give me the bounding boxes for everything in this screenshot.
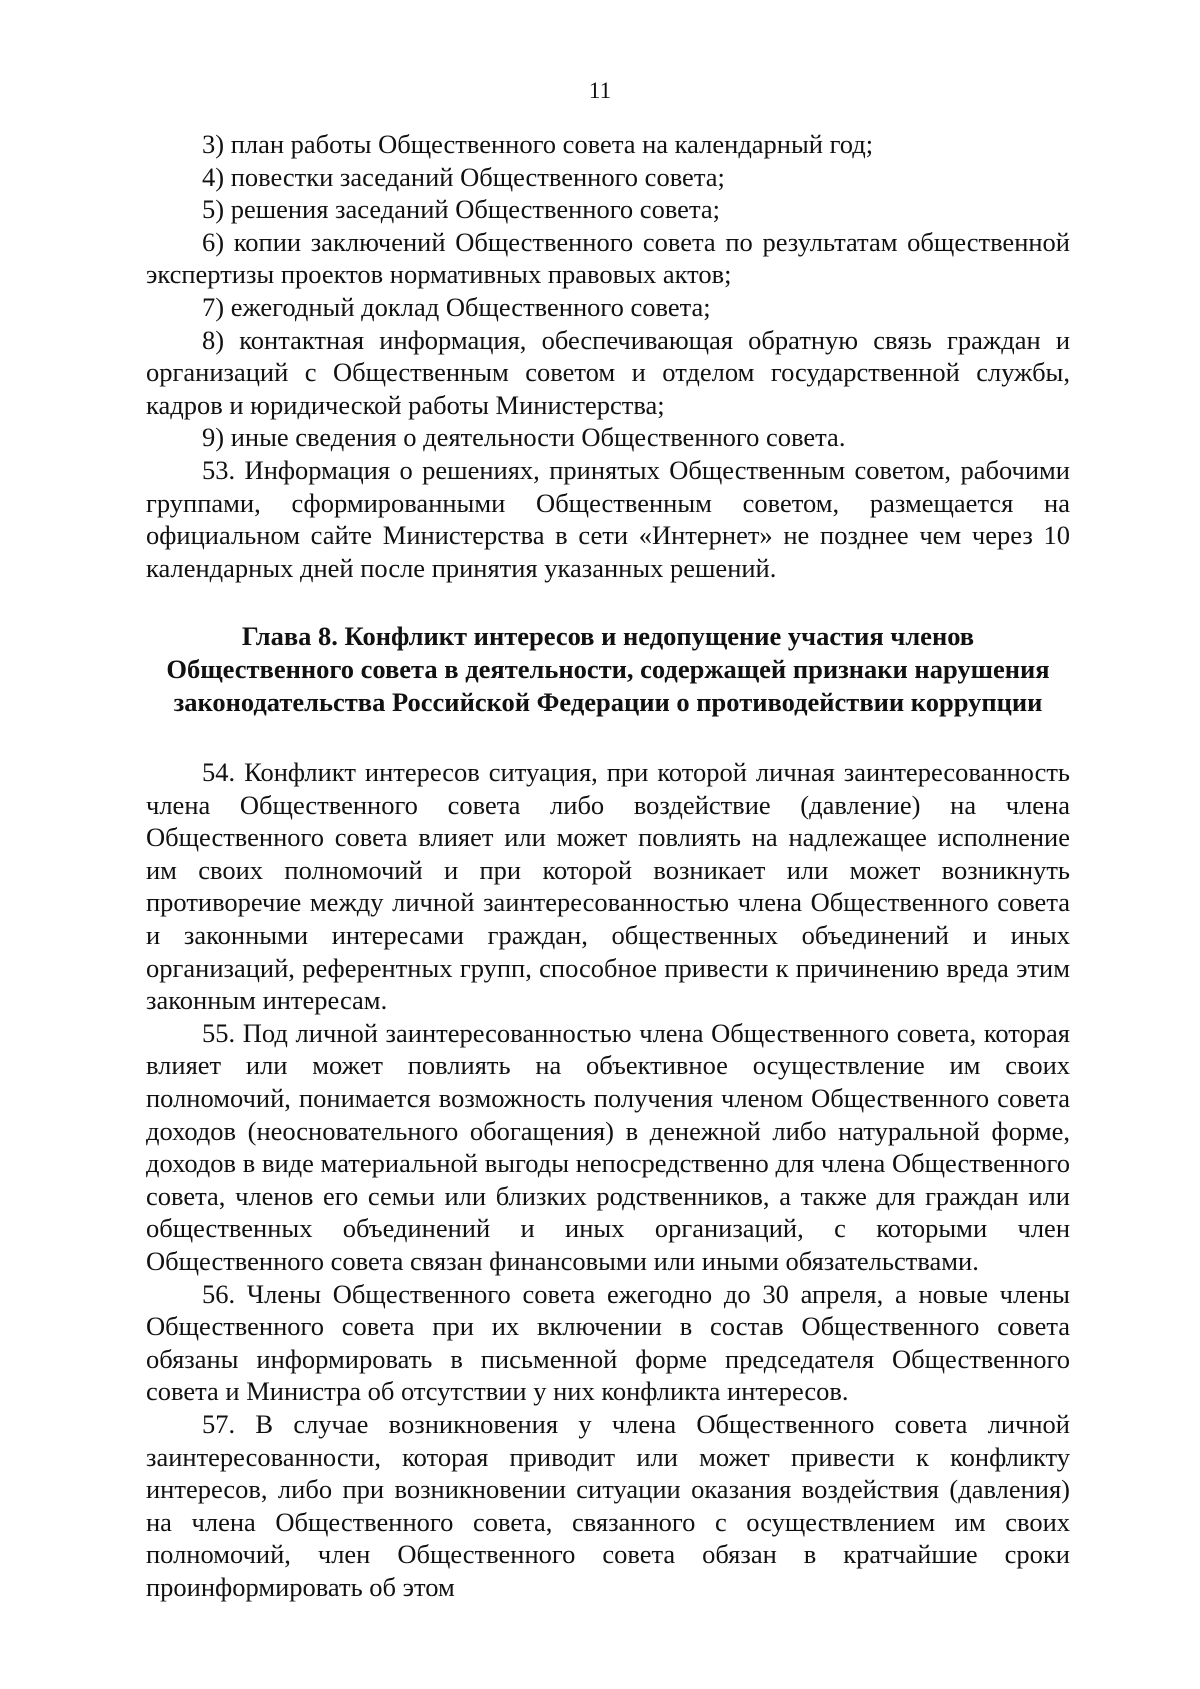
- list-item-8: 8) контактная информация, обеспечивающая обратную связь граждан и организаций с Общественным советом и отделом государственной службы, кадров и юридической работы Министерства;: [146, 324, 1070, 420]
- paragraph-57: 57. В случае возникновения у члена Общественного совета личной заинтересованности, которая приводит или может привести к конфликту интересов, либо при возникновении ситуации оказания воздействия (давления) на члена Общественного совета, связанного с осуществлением им своих полномочий, член Общественного совета обязан в кратчайшие сроки проинформировать об этом: [146, 1408, 1070, 1602]
- paragraph-53: 53. Информация о решениях, принятых Общественным советом, рабочими группами, сформированными Общественным советом, размещается на официальном сайте Министерства в сети «Интернет» не позднее чем через 10 календарных дней после принятия указанных решений.: [146, 454, 1070, 583]
- list-item-5: 5) решения заседаний Общественного совета;: [202, 194, 720, 225]
- list-item-3: 3) план работы Общественного совета на календарный год;: [202, 129, 874, 159]
- list-item-7: 7) ежегодный доклад Общественного совета;: [202, 291, 711, 322]
- paragraph-54: 54. Конфликт интересов ситуация, при которой личная заинтересованность члена Общественного совета либо воздействие (давление) на члена Общественного совета влияет или может повлиять на надлежащее исполнение им своих полномочий и при которой возникает или может возникнуть противоречие между личной заинтересованностью члена Общественного совета и законными интересами граждан, общественных объединений и иных организаций, референтных групп, способное привести к причинению вреда этим законным интересам.: [146, 757, 1070, 1016]
- paragraph-56: 56. Члены Общественного совета ежегодно до 30 апреля, а новые члены Общественного совета при их включении в состав Общественного совета обязаны информировать в письменной форме председателя Общественного совета и Министра об отсутствии у них конфликта интересов.: [146, 1278, 1070, 1407]
- list-item-6: 6) копии заключений Общественного совета по результатам общественной экспертизы проектов нормативных правовых актов;: [146, 226, 1070, 290]
- paragraph-55: 55. Под личной заинтересованностью члена Общественного совета, которая влияет или может повлиять на объективное осуществление им своих полномочий, понимается возможность получения членом Общественного совета доходов (неосновательного обогащения) в денежной либо натуральной форме, доходов в виде материальной выгоды непосредственно для члена Общественного совета, членов его семьи или близких родственников, а также для граждан или общественных объединений и иных организаций, с которыми член Общественного совета связан финансовыми или иными обязательствами.: [146, 1017, 1070, 1276]
- list-item-4: 4) повестки заседаний Общественного совета;: [202, 161, 725, 192]
- chapter-heading: Глава 8. Конфликт интересов и недопущение участия членов Общественного совета в деятельности, содержащей признаки нарушения законодательства Российской Федерации о противодействии коррупции: [166, 621, 1050, 717]
- document-body: [146, 128, 1070, 1604]
- page-number: 11: [588, 78, 612, 103]
- list-item-9: 9) иные сведения о деятельности Общественного совета.: [202, 422, 846, 453]
